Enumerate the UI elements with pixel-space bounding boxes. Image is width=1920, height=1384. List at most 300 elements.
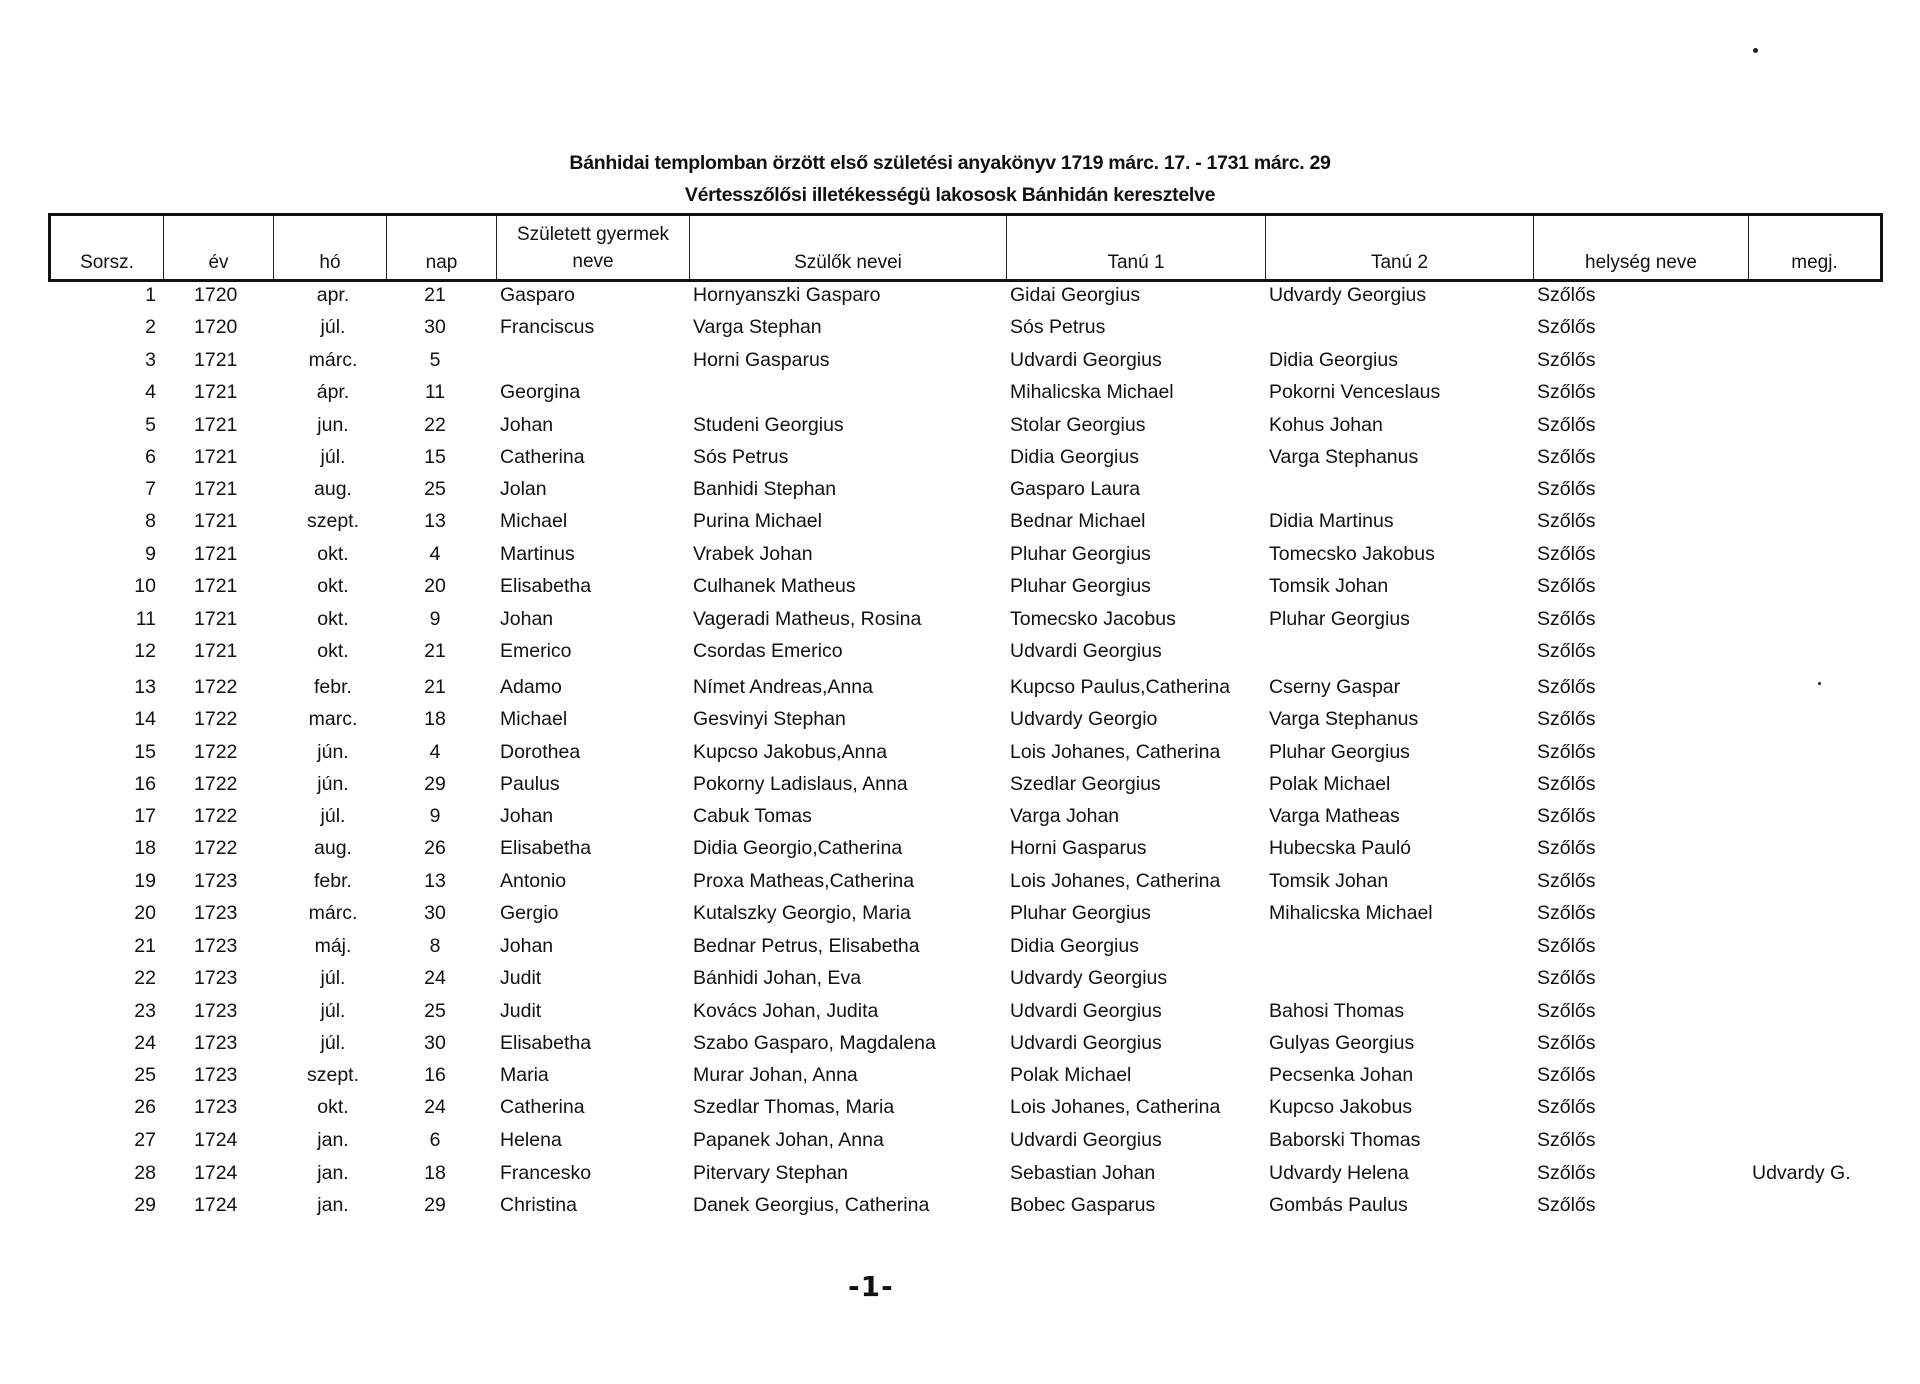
cell-sorsz: 10 — [134, 575, 156, 597]
cell-gyermek: Christina — [500, 1194, 577, 1216]
cell-nap: 13 — [424, 510, 446, 532]
cell-sorsz: 13 — [134, 676, 156, 698]
cell-tanu2: Kohus Johan — [1269, 414, 1383, 436]
cell-tanu2: Varga Stephanus — [1269, 446, 1419, 468]
cell-helyseg: Szőlős — [1537, 773, 1596, 795]
cell-nap: 24 — [424, 1096, 446, 1118]
cell-szulok: Kupcso Jakobus,Anna — [693, 741, 888, 763]
header-label: év — [208, 252, 229, 273]
cell-ho: júl. — [320, 805, 346, 827]
cell-nap: 6 — [429, 1129, 441, 1151]
cell-tanu1: Sós Petrus — [1010, 316, 1106, 338]
cell-tanu2: Gombás Paulus — [1269, 1194, 1408, 1216]
cell-tanu1: Didia Georgius — [1010, 446, 1139, 468]
table-row — [48, 414, 1883, 444]
cell-tanu2: Baborski Thomas — [1269, 1129, 1421, 1151]
cell-helyseg: Szőlős — [1537, 708, 1596, 730]
cell-ho: júl. — [320, 316, 346, 338]
cell-gyermek: Johan — [500, 608, 554, 630]
cell-nap: 22 — [424, 414, 446, 436]
cell-szulok: Danek Georgius, Catherina — [693, 1194, 930, 1216]
cell-ev: 1722 — [194, 773, 238, 795]
cell-ho: okt. — [317, 640, 349, 662]
cell-gyermek: Jolan — [500, 478, 547, 500]
table-row — [48, 1162, 1883, 1192]
cell-gyermek: Judit — [500, 1000, 542, 1022]
cell-sorsz: 26 — [134, 1096, 156, 1118]
cell-tanu2: Hubecska Pauló — [1269, 837, 1412, 859]
cell-nap: 21 — [424, 640, 446, 662]
cell-tanu1: Pluhar Georgius — [1010, 543, 1151, 565]
cell-tanu2: Varga Matheas — [1269, 805, 1400, 827]
cell-sorsz: 21 — [134, 935, 156, 957]
cell-sorsz: 7 — [145, 478, 156, 500]
cell-tanu1: Horni Gasparus — [1010, 837, 1147, 859]
cell-szulok: Szedlar Thomas, Maria — [693, 1096, 895, 1118]
cell-tanu2: Udvardy Georgius — [1269, 284, 1427, 306]
table-row — [48, 967, 1883, 997]
cell-ev: 1723 — [194, 967, 238, 989]
table-row — [48, 870, 1883, 900]
table-row — [48, 935, 1883, 965]
cell-helyseg: Szőlős — [1537, 1129, 1596, 1151]
cell-gyermek: Dorothea — [500, 741, 581, 763]
header-gyermek — [496, 216, 689, 279]
cell-sorsz: 17 — [134, 805, 156, 827]
cell-helyseg: Szőlős — [1537, 935, 1596, 957]
cell-helyseg: Szőlős — [1537, 316, 1596, 338]
cell-szulok: Varga Stephan — [693, 316, 822, 338]
cell-tanu2: Didia Georgius — [1269, 349, 1398, 371]
cell-szulok: Kutalszky Georgio, Maria — [693, 902, 911, 924]
cell-szulok: Banhidi Stephan — [693, 478, 837, 500]
cell-ho: febr. — [314, 676, 352, 698]
header-tanu2 — [1265, 216, 1533, 279]
cell-ev: 1720 — [194, 284, 238, 306]
header-ho — [273, 216, 386, 279]
cell-szulok: Csordas Emerico — [693, 640, 843, 662]
document-subtitle: Vértesszőlősi illetékességü lakososk Bánhidán keresztelve — [684, 184, 1216, 206]
cell-nap: 30 — [424, 1032, 446, 1054]
header-sorsz — [51, 216, 163, 279]
cell-sorsz: 4 — [145, 381, 156, 403]
header-label: Tanú 2 — [1370, 252, 1429, 273]
cell-ev: 1721 — [194, 478, 238, 500]
cell-sorsz: 16 — [134, 773, 156, 795]
cell-megj: Udvardy G. — [1752, 1162, 1851, 1184]
cell-nap: 8 — [429, 935, 441, 957]
cell-sorsz: 11 — [135, 608, 156, 630]
cell-szulok: Bánhidi Johan, Eva — [693, 967, 862, 989]
cell-nap: 30 — [424, 902, 446, 924]
cell-sorsz: 22 — [134, 967, 156, 989]
cell-ev: 1721 — [194, 575, 238, 597]
cell-gyermek: Maria — [500, 1064, 549, 1086]
cell-tanu1: Lois Johanes, Catherina — [1010, 1096, 1221, 1118]
cell-sorsz: 1 — [145, 284, 156, 306]
cell-szulok: Vageradi Matheus, Rosina — [693, 608, 922, 630]
cell-tanu1: Udvardi Georgius — [1010, 349, 1162, 371]
cell-szulok: Horni Gasparus — [693, 349, 830, 371]
cell-helyseg: Szőlős — [1537, 1032, 1596, 1054]
cell-sorsz: 23 — [134, 1000, 156, 1022]
cell-gyermek: Michael — [500, 708, 568, 730]
cell-helyseg: Szőlős — [1537, 967, 1596, 989]
header-label: neve — [572, 251, 614, 272]
cell-ho: marc. — [308, 708, 358, 730]
cell-helyseg: Szőlős — [1537, 478, 1596, 500]
cell-tanu1: Udvardi Georgius — [1010, 1000, 1162, 1022]
cell-ev: 1724 — [194, 1129, 238, 1151]
cell-sorsz: 2 — [145, 316, 156, 338]
cell-helyseg: Szőlős — [1537, 414, 1596, 436]
cell-ev: 1722 — [194, 805, 238, 827]
cell-ho: apr. — [316, 284, 350, 306]
header-label: Szülők nevei — [794, 252, 902, 273]
cell-ev: 1721 — [194, 446, 238, 468]
cell-ev: 1724 — [194, 1162, 238, 1184]
table-row — [48, 837, 1883, 867]
cell-tanu1: Udvardi Georgius — [1010, 1032, 1162, 1054]
cell-szulok: Vrabek Johan — [693, 543, 813, 565]
cell-helyseg: Szőlős — [1537, 608, 1596, 630]
cell-szulok: Szabo Gasparo, Magdalena — [693, 1032, 936, 1054]
cell-sorsz: 15 — [134, 741, 156, 763]
cell-sorsz: 9 — [145, 543, 156, 565]
table-row — [48, 708, 1883, 738]
scan-speck — [1753, 48, 1758, 53]
cell-gyermek: Francesko — [500, 1162, 592, 1184]
cell-ho: jún. — [317, 741, 349, 763]
cell-tanu1: Bednar Michael — [1010, 510, 1146, 532]
header-szulok — [689, 216, 1006, 279]
cell-sorsz: 3 — [145, 349, 156, 371]
cell-szulok: Kovács Johan, Judita — [693, 1000, 879, 1022]
cell-ev: 1721 — [194, 543, 238, 565]
cell-sorsz: 25 — [134, 1064, 156, 1086]
header-label: helység neve — [1585, 252, 1697, 273]
header-label: Sorsz. — [80, 252, 134, 273]
table-row — [48, 478, 1883, 508]
cell-szulok: Nímet Andreas,Anna — [693, 676, 873, 698]
table-row — [48, 608, 1883, 638]
cell-nap: 30 — [424, 316, 446, 338]
cell-nap: 16 — [424, 1064, 446, 1086]
cell-gyermek: Emerico — [500, 640, 572, 662]
header-label: hó — [319, 252, 341, 273]
table-row — [48, 510, 1883, 540]
table-row — [48, 676, 1883, 706]
cell-nap: 20 — [424, 575, 446, 597]
cell-nap: 15 — [424, 446, 446, 468]
cell-ho: okt. — [317, 1096, 349, 1118]
cell-tanu2: Varga Stephanus — [1269, 708, 1419, 730]
cell-nap: 25 — [424, 1000, 446, 1022]
cell-tanu2: Pluhar Georgius — [1269, 741, 1410, 763]
table-row — [48, 1129, 1883, 1159]
cell-ev: 1723 — [194, 1000, 238, 1022]
cell-tanu2: Tomecsko Jakobus — [1269, 543, 1435, 565]
cell-nap: 29 — [424, 773, 446, 795]
cell-gyermek: Elisabetha — [500, 575, 592, 597]
cell-ho: okt. — [317, 575, 349, 597]
page-number: -1- — [848, 1270, 894, 1303]
cell-nap: 26 — [424, 837, 446, 859]
cell-szulok: Pitervary Stephan — [693, 1162, 849, 1184]
cell-ev: 1722 — [194, 837, 238, 859]
cell-gyermek: Martinus — [500, 543, 575, 565]
cell-tanu2: Bahosi Thomas — [1269, 1000, 1405, 1022]
cell-ev: 1723 — [194, 1096, 238, 1118]
cell-tanu1: Udvardy Georgio — [1010, 708, 1158, 730]
cell-tanu2: Tomsik Johan — [1269, 870, 1389, 892]
cell-gyermek: Paulus — [500, 773, 560, 795]
cell-ev: 1721 — [194, 349, 238, 371]
cell-szulok: Hornyanszki Gasparo — [693, 284, 881, 306]
table-row — [48, 381, 1883, 411]
cell-tanu2: Pokorni Venceslaus — [1269, 381, 1441, 403]
cell-sorsz: 20 — [134, 902, 156, 924]
cell-ev: 1721 — [194, 381, 238, 403]
cell-gyermek: Elisabetha — [500, 1032, 592, 1054]
cell-ho: okt. — [317, 608, 349, 630]
cell-tanu2: Gulyas Georgius — [1269, 1032, 1415, 1054]
cell-tanu1: Udvardy Georgius — [1010, 967, 1168, 989]
cell-gyermek: Johan — [500, 935, 554, 957]
cell-tanu1: Pluhar Georgius — [1010, 902, 1151, 924]
cell-ho: júl. — [320, 446, 346, 468]
cell-szulok: Murar Johan, Anna — [693, 1064, 858, 1086]
cell-ho: máj. — [314, 935, 352, 957]
cell-tanu1: Udvardi Georgius — [1010, 640, 1162, 662]
cell-ev: 1723 — [194, 935, 238, 957]
cell-helyseg: Szőlős — [1537, 284, 1596, 306]
cell-ev: 1723 — [194, 1032, 238, 1054]
cell-gyermek: Helena — [500, 1129, 562, 1151]
cell-szulok: Gesvinyi Stephan — [693, 708, 846, 730]
cell-sorsz: 19 — [134, 870, 156, 892]
table-row — [48, 284, 1883, 314]
header-ev — [163, 216, 273, 279]
cell-ho: jan. — [317, 1162, 349, 1184]
cell-ev: 1722 — [194, 676, 238, 698]
cell-helyseg: Szőlős — [1537, 1162, 1596, 1184]
cell-ev: 1720 — [194, 316, 238, 338]
table-row — [48, 773, 1883, 803]
cell-ho: szept. — [306, 1064, 360, 1086]
cell-gyermek: Antonio — [500, 870, 567, 892]
cell-helyseg: Szőlős — [1537, 676, 1596, 698]
cell-ho: aug. — [314, 837, 352, 859]
cell-helyseg: Szőlős — [1537, 837, 1596, 859]
cell-sorsz: 12 — [134, 640, 156, 662]
cell-nap: 13 — [424, 870, 446, 892]
cell-tanu1: Sebastian Johan — [1010, 1162, 1156, 1184]
cell-szulok: Didia Georgio,Catherina — [693, 837, 903, 859]
cell-tanu1: Kupcso Paulus,Catherina — [1010, 676, 1231, 698]
cell-tanu1: Didia Georgius — [1010, 935, 1139, 957]
cell-helyseg: Szőlős — [1537, 741, 1596, 763]
cell-tanu2: Kupcso Jakobus — [1269, 1096, 1413, 1118]
cell-szulok: Pokorny Ladislaus, Anna — [693, 773, 908, 795]
cell-tanu2: Tomsik Johan — [1269, 575, 1389, 597]
cell-ho: ápr. — [316, 381, 350, 403]
cell-nap: 11 — [424, 381, 446, 403]
cell-ho: szept. — [306, 510, 360, 532]
header-label: Tanú 1 — [1107, 252, 1165, 273]
cell-sorsz: 5 — [145, 414, 156, 436]
cell-szulok: Proxa Matheas,Catherina — [693, 870, 915, 892]
cell-ev: 1724 — [194, 1194, 238, 1216]
cell-nap: 9 — [429, 805, 441, 827]
cell-szulok: Papanek Johan, Anna — [693, 1129, 884, 1151]
cell-tanu1: Tomecsko Jacobus — [1010, 608, 1176, 630]
cell-helyseg: Szőlős — [1537, 575, 1596, 597]
cell-nap: 25 — [424, 478, 446, 500]
cell-sorsz: 28 — [134, 1162, 156, 1184]
cell-helyseg: Szőlős — [1537, 446, 1596, 468]
cell-nap: 29 — [424, 1194, 446, 1216]
cell-ho: márc. — [308, 349, 358, 371]
cell-ev: 1721 — [194, 510, 238, 532]
cell-ho: jun. — [317, 414, 349, 436]
cell-gyermek: Michael — [500, 510, 568, 532]
cell-tanu1: Gasparo Laura — [1010, 478, 1141, 500]
cell-nap: 18 — [424, 1162, 446, 1184]
cell-sorsz: 14 — [134, 708, 156, 730]
cell-helyseg: Szőlős — [1537, 349, 1596, 371]
cell-tanu2: Polak Michael — [1269, 773, 1391, 795]
cell-ho: okt. — [317, 543, 349, 565]
cell-gyermek: Adamo — [500, 676, 562, 698]
header-helyseg — [1533, 216, 1748, 279]
table-row — [48, 316, 1883, 346]
cell-ev: 1722 — [194, 741, 238, 763]
cell-ho: jan. — [317, 1129, 349, 1151]
cell-nap: 21 — [424, 676, 446, 698]
cell-nap: 5 — [429, 349, 441, 371]
cell-helyseg: Szőlős — [1537, 1064, 1596, 1086]
table-row — [48, 349, 1883, 379]
header-megj — [1748, 216, 1880, 279]
cell-tanu1: Szedlar Georgius — [1010, 773, 1161, 795]
cell-tanu1: Polak Michael — [1010, 1064, 1132, 1086]
cell-ho: júl. — [320, 1000, 346, 1022]
cell-ho: júl. — [320, 1032, 346, 1054]
cell-sorsz: 6 — [145, 446, 156, 468]
header-nap — [386, 216, 496, 279]
cell-ho: jan. — [317, 1194, 349, 1216]
cell-ev: 1723 — [194, 870, 238, 892]
cell-szulok: Cabuk Tomas — [693, 805, 812, 827]
cell-nap: 24 — [424, 967, 446, 989]
cell-gyermek: Judit — [500, 967, 542, 989]
cell-szulok: Bednar Petrus, Elisabetha — [693, 935, 920, 957]
cell-gyermek: Catherina — [500, 1096, 585, 1118]
cell-helyseg: Szőlős — [1537, 805, 1596, 827]
cell-helyseg: Szőlős — [1537, 870, 1596, 892]
cell-ev: 1721 — [194, 640, 238, 662]
cell-ho: febr. — [314, 870, 352, 892]
cell-ev: 1721 — [194, 414, 238, 436]
cell-szulok: Studeni Georgius — [693, 414, 844, 436]
cell-tanu2: Cserny Gaspar — [1269, 676, 1401, 698]
header-tanu1 — [1006, 216, 1265, 279]
cell-ho: márc. — [308, 902, 358, 924]
header-label: megj. — [1791, 252, 1838, 273]
cell-nap: 4 — [429, 543, 441, 565]
cell-ho: júl. — [320, 967, 346, 989]
table-row — [48, 805, 1883, 835]
cell-ho: aug. — [314, 478, 352, 500]
cell-gyermek: Johan — [500, 414, 554, 436]
cell-tanu1: Stolar Georgius — [1010, 414, 1146, 436]
cell-tanu2: Didia Martinus — [1269, 510, 1394, 532]
cell-gyermek: Elisabetha — [500, 837, 592, 859]
cell-ev: 1723 — [194, 1064, 238, 1086]
cell-sorsz: 27 — [134, 1129, 156, 1151]
table-row — [48, 446, 1883, 476]
cell-helyseg: Szőlős — [1537, 1194, 1596, 1216]
cell-sorsz: 29 — [134, 1194, 156, 1216]
table-row — [48, 741, 1883, 771]
cell-helyseg: Szőlős — [1537, 510, 1596, 532]
cell-szulok: Culhanek Matheus — [693, 575, 856, 597]
cell-gyermek: Johan — [500, 805, 554, 827]
cell-helyseg: Szőlős — [1537, 381, 1596, 403]
cell-gyermek: Gasparo — [500, 284, 575, 306]
cell-tanu2: Pluhar Georgius — [1269, 608, 1410, 630]
cell-helyseg: Szőlős — [1537, 543, 1596, 565]
cell-sorsz: 8 — [145, 510, 156, 532]
table-row — [48, 1194, 1883, 1224]
cell-helyseg: Szőlős — [1537, 902, 1596, 924]
header-label: Született gyermek — [516, 224, 670, 245]
table-row — [48, 640, 1883, 670]
document-title: Bánhidai templomban örzött első születési anyakönyv 1719 márc. 17. - 1731 márc. 29 — [569, 152, 1331, 174]
cell-tanu1: Lois Johanes, Catherina — [1010, 741, 1221, 763]
cell-tanu1: Lois Johanes, Catherina — [1010, 870, 1221, 892]
cell-szulok: Sós Petrus — [693, 446, 789, 468]
cell-ev: 1721 — [194, 608, 238, 630]
cell-helyseg: Szőlős — [1537, 1096, 1596, 1118]
cell-tanu1: Udvardi Georgius — [1010, 1129, 1162, 1151]
cell-helyseg: Szőlős — [1537, 1000, 1596, 1022]
cell-tanu1: Mihalicska Michael — [1010, 381, 1174, 403]
table-row — [48, 1064, 1883, 1094]
cell-ev: 1722 — [194, 708, 238, 730]
cell-ho: jún. — [317, 773, 349, 795]
cell-nap: 4 — [429, 741, 441, 763]
cell-tanu1: Gidai Georgius — [1010, 284, 1141, 306]
table-row — [48, 1096, 1883, 1126]
cell-tanu1: Pluhar Georgius — [1010, 575, 1151, 597]
table-row — [48, 1032, 1883, 1062]
cell-gyermek: Catherina — [500, 446, 585, 468]
cell-sorsz: 24 — [134, 1032, 156, 1054]
cell-tanu1: Varga Johan — [1010, 805, 1120, 827]
cell-szulok: Purina Michael — [693, 510, 822, 532]
table-row — [48, 543, 1883, 573]
cell-tanu2: Pecsenka Johan — [1269, 1064, 1414, 1086]
cell-helyseg: Szőlős — [1537, 640, 1596, 662]
cell-ev: 1723 — [194, 902, 238, 924]
cell-sorsz: 18 — [134, 837, 156, 859]
header-label: nap — [425, 252, 458, 273]
cell-gyermek: Franciscus — [500, 316, 595, 338]
cell-tanu2: Mihalicska Michael — [1269, 902, 1433, 924]
cell-nap: 21 — [424, 284, 446, 306]
